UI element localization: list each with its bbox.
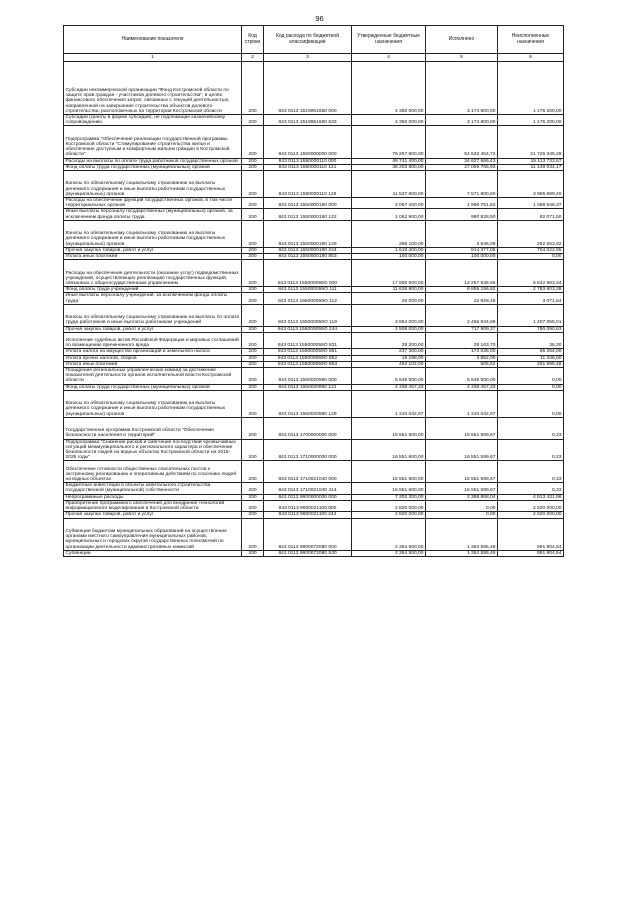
unexecuted-amount-cell: 0,00 [498, 254, 564, 260]
row-code-cell: 200 [242, 220, 264, 247]
row-code-cell: 200 [242, 368, 264, 385]
table-row [64, 171, 564, 198]
classification-code-cell: 843 0113 155000059О 851 [264, 349, 352, 355]
table-row [64, 512, 564, 518]
unexecuted-amount-cell: 11 148 034,17 [498, 164, 564, 170]
row-code-cell: 200 [242, 254, 264, 260]
approved-amount-cell: 3 067 400,00 [352, 198, 426, 209]
classification-code-cell: 843 0113 9900072080 000 [264, 518, 352, 550]
approved-amount-cell: 49 741 400,00 [352, 158, 426, 164]
unexecuted-amount-cell: 0,00 [498, 390, 564, 417]
unexecuted-amount-cell: 0,33 [498, 417, 564, 439]
unexecuted-amount-cell: 2 820 000,00 [498, 512, 564, 518]
classification-code-cell: 843 0113 155000059О 112 [264, 293, 352, 304]
classification-code-cell: 843 0113 155000059О 111 [264, 287, 352, 293]
executed-amount-cell: 12 257 536,66 [426, 260, 498, 287]
indicator-name-cell: Фонд оплаты труда государственных (муниципальных) органов [64, 384, 242, 390]
header-indicator-name: Наименование показателя [64, 26, 242, 54]
approved-amount-cell: 4 350 000,00 [352, 62, 426, 115]
table-row [64, 220, 564, 247]
executed-amount-cell: 3 852,00 [426, 355, 498, 361]
classification-code-cell: 843 0113 155000059О 853 [264, 361, 352, 367]
indicator-name-cell: Поощрение региональных управленческих команд за достижение показателей деятельности органов исполнительной власти Костромской области [64, 368, 242, 385]
column-number: 6 [498, 54, 564, 62]
row-code-cell: 200 [242, 126, 264, 158]
indicator-name-cell: Взносы по обязательному социальному страхованию на выплаты денежного содержания и иные выплаты работникам государственных (муниципальных) органов [64, 390, 242, 417]
table-row [64, 209, 564, 220]
classification-code-cell: 843 0113 1550000110 129 [264, 171, 352, 198]
row-code-cell: 200 [242, 550, 264, 556]
executed-amount-cell: 1 310 042,67 [426, 390, 498, 417]
table-row [64, 384, 564, 390]
executed-amount-cell: 27 055 765,93 [426, 164, 498, 170]
unexecuted-amount-cell: 1 068 648,37 [498, 198, 564, 209]
approved-amount-cell: 7 302 300,00 [352, 494, 426, 500]
approved-amount-cell: 15 198,00 [352, 355, 426, 361]
classification-code-cell: 843 0113 1550020960 000 [264, 368, 352, 385]
classification-code-cell: 843 0113 1550000190 000 [264, 198, 352, 209]
classification-code-cell: 843 0113 9900021100 244 [264, 512, 352, 518]
executed-amount-cell: 2 456 944,99 [426, 304, 498, 326]
approved-amount-cell: 16 551 600,00 [352, 417, 426, 439]
column-number: 3 [264, 54, 352, 62]
unexecuted-amount-cell: 82 071,50 [498, 209, 564, 220]
executed-amount-cell: 3 546,08 [426, 220, 498, 247]
unexecuted-amount-cell: 5 542 963,34 [498, 260, 564, 287]
row-code-cell: 200 [242, 483, 264, 494]
executed-amount-cell: 7 571 900,60 [426, 171, 498, 198]
indicator-name-cell: Взносы по обязательному социальному страхованию на выплаты денежного содержания и иные выплаты работникам государственных (муниципальных) органов [64, 171, 242, 198]
approved-amount-cell: 2 354 500,00 [352, 518, 426, 550]
header-approved: Утвержденные бюджетные назначения [352, 26, 426, 54]
approved-amount-cell: 2 354 500,00 [352, 550, 426, 556]
indicator-name-cell: Субвенции бюджетам муниципальных образований на осуществление органами местного самоуправления муниципальных районов, муниципальных и городских округов государственных полномочий по организации деятельности административных комиссий [64, 518, 242, 550]
header-unexecuted: Неисполненные назначения [498, 26, 564, 54]
indicator-name-cell: Иные выплаты персоналу государственных (муниципальных) органов, за исключением фонда оплаты труда [64, 209, 242, 220]
indicator-name-cell: Подпрограмма "Снижение рисков и смягчение последствий чрезвычайных ситуаций межмуниципального и регионального характера и обеспечение безопасности людей на водных объектах Костромской области на 2015-2025 годы" [64, 439, 242, 461]
budget-execution-table [63, 25, 564, 557]
table-row [64, 126, 564, 158]
unexecuted-amount-cell: 2 820 000,00 [498, 500, 564, 511]
table-row [64, 164, 564, 170]
table-row [64, 349, 564, 355]
executed-amount-cell: 0,00 [426, 500, 498, 511]
unexecuted-amount-cell: 15 113 733,57 [498, 158, 564, 164]
executed-amount-cell: 28 163,70 [426, 332, 498, 349]
approved-amount-cell: 28 200,00 [352, 332, 426, 349]
executed-amount-cell: 22 928,46 [426, 293, 498, 304]
classification-code-cell: 843 0113 155000059О 119 [264, 304, 352, 326]
unexecuted-amount-cell: 4 913 431,96 [498, 494, 564, 500]
row-code-cell: 200 [242, 198, 264, 209]
column-numbers-row [64, 54, 564, 62]
approved-amount-cell: 11 638 800,00 [352, 287, 426, 293]
row-code-cell: 200 [242, 332, 264, 349]
executed-amount-cell: 8 855 196,62 [426, 287, 498, 293]
approved-amount-cell: 2 820 000,00 [352, 500, 426, 511]
indicator-name-cell: Прочая закупка товаров, работ и услуг [64, 326, 242, 332]
table-row [64, 326, 564, 332]
table-row [64, 439, 564, 461]
indicator-name-cell: Расходы на обеспечение деятельности (оказание услуг) подведомственных учреждений, осуществляющих реализацию государственных функций, связанных с общегосударственным управлением [64, 260, 242, 287]
classification-code-cell: 843 0113 1550000190 244 [264, 247, 352, 253]
unexecuted-amount-cell: 704 022,95 [498, 247, 564, 253]
executed-amount-cell: 3 174 800,00 [426, 62, 498, 115]
classification-code-cell: 843 0113 1550000110 121 [264, 164, 352, 170]
classification-code-cell: 843 0113 1710000000 000 [264, 439, 352, 461]
approved-amount-cell: 4 338 457,33 [352, 384, 426, 390]
approved-amount-cell: 1 062 900,00 [352, 209, 426, 220]
classification-code-cell: 843 0113 1710021040 414 [264, 483, 352, 494]
row-code-cell: 200 [242, 349, 264, 355]
executed-amount-cell: 914 377,05 [426, 247, 498, 253]
table-row [64, 500, 564, 511]
row-code-cell: 200 [242, 494, 264, 500]
unexecuted-amount-cell: 11 346,00 [498, 355, 564, 361]
executed-amount-cell: 1 362 595,46 [426, 550, 498, 556]
row-code-cell: 200 [242, 115, 264, 126]
approved-amount-cell: 2 820 000,00 [352, 512, 426, 518]
table-row [64, 417, 564, 439]
executed-amount-cell: 3 174 800,00 [426, 115, 498, 126]
indicator-name-cell: Уплата иных платежей [64, 361, 242, 367]
table-row [64, 368, 564, 385]
unexecuted-amount-cell: 1 175 200,00 [498, 62, 564, 115]
indicator-name-cell: Государственная программа Костромской области "Обеспечение безопасности населения и территорий" [64, 417, 242, 439]
row-code-cell: 200 [242, 518, 264, 550]
unexecuted-amount-cell: 21 725 345,28 [498, 126, 564, 158]
row-code-cell: 200 [242, 326, 264, 332]
classification-code-cell: 843 0113 1550020960 121 [264, 384, 352, 390]
row-code-cell: 200 [242, 439, 264, 461]
row-code-cell: 200 [242, 62, 264, 115]
row-code-cell: 200 [242, 209, 264, 220]
approved-amount-cell: 1 508 000,00 [352, 326, 426, 332]
table-row [64, 390, 564, 417]
table-row [64, 461, 564, 483]
executed-amount-cell: 34 627 666,43 [426, 158, 498, 164]
classification-code-cell: 843 0113 155000059О 244 [264, 326, 352, 332]
unexecuted-amount-cell: 3 965 699,40 [498, 171, 564, 198]
row-code-cell: 200 [242, 461, 264, 483]
executed-amount-cell: 16 551 599,67 [426, 483, 498, 494]
executed-amount-cell: 980 828,50 [426, 209, 498, 220]
executed-amount-cell: 717 909,37 [426, 326, 498, 332]
classification-code-cell: 843 0113 9900000000 000 [264, 494, 352, 500]
header-executed: Исполнено [426, 26, 498, 54]
classification-code-cell: 843 0113 1550000190 853 [264, 254, 352, 260]
table-row [64, 158, 564, 164]
table-row [64, 293, 564, 304]
indicator-name-cell: Бюджетные инвестиции в объекты капитального строительства государственной (муниципальной) собственности [64, 483, 242, 494]
executed-amount-cell: 16 551 599,67 [426, 417, 498, 439]
approved-amount-cell: 16 551 600,00 [352, 439, 426, 461]
table-row [64, 483, 564, 494]
row-code-cell: 200 [242, 384, 264, 390]
column-number: 2 [242, 54, 264, 62]
classification-code-cell: 843 0113 155000059О 000 [264, 260, 352, 287]
approved-amount-cell: 4 350 000,00 [352, 115, 426, 126]
row-code-cell: 200 [242, 164, 264, 170]
table-row [64, 550, 564, 556]
table-row [64, 198, 564, 209]
unexecuted-amount-cell: 0,33 [498, 439, 564, 461]
classification-code-cell: 843 0113 155000059О 831 [264, 332, 352, 349]
indicator-name-cell: Исполнение судебных актов Российской Федерации и мировых соглашений по возмещению причиненного вреда [64, 332, 242, 349]
classification-code-cell: 843 0113 1550000190 129 [264, 220, 352, 247]
approved-amount-cell: 482 102,00 [352, 361, 426, 367]
row-code-cell: 200 [242, 304, 264, 326]
indicator-name-cell: Уплата прочих налогов, сборов [64, 355, 242, 361]
indicator-name-cell: Приобретение программного обеспечения для внедрения технологий информационного моделирования в Костромской области [64, 500, 242, 511]
unexecuted-amount-cell: 36,30 [498, 332, 564, 349]
indicator-name-cell: Субсидии (гранты в форме субсидий), не подлежащие казначейскому сопровождению [64, 115, 242, 126]
table-body [64, 62, 564, 557]
column-number: 1 [64, 54, 242, 62]
approved-amount-cell: 11 537 600,00 [352, 171, 426, 198]
unexecuted-amount-cell: 282 553,92 [498, 220, 564, 247]
row-code-cell: 200 [242, 500, 264, 511]
row-code-cell: 200 [242, 260, 264, 287]
approved-amount-cell: 76 257 800,00 [352, 126, 426, 158]
indicator-name-cell: Взносы по обязательному социальному страхованию на выплаты по оплате труда работников и иные выплаты работникам учреждений [64, 304, 242, 326]
indicator-name-cell: Субвенции [64, 550, 242, 556]
approved-amount-cell: 100 000,00 [352, 254, 426, 260]
approved-amount-cell: 16 551 600,00 [352, 483, 426, 494]
approved-amount-cell: 1 310 042,67 [352, 390, 426, 417]
page-number: 96 [315, 14, 324, 23]
executed-amount-cell: 1 998 751,63 [426, 198, 498, 209]
classification-code-cell: 843 0113 9900021100 000 [264, 500, 352, 511]
column-number: 4 [352, 54, 426, 62]
executed-amount-cell: 4 338 457,33 [426, 384, 498, 390]
indicator-name-cell: Непрограммные расходы [64, 494, 242, 500]
classification-code-cell: 843 0113 1550000000 000 [264, 126, 352, 158]
table-row [64, 304, 564, 326]
indicator-name-cell: Взносы по обязательному социальному страхованию на выплаты денежного содержания и иные выплаты работникам государственных (муниципальных) органов [64, 220, 242, 247]
executed-amount-cell: 54 532 454,72 [426, 126, 498, 158]
approved-amount-cell: 3 864 000,00 [352, 304, 426, 326]
unexecuted-amount-cell: 0,00 [498, 368, 564, 385]
row-code-cell: 200 [242, 247, 264, 253]
indicator-name-cell: Фонд оплаты труда государственных (муниципальных) органов [64, 164, 242, 170]
header-row [64, 26, 564, 54]
unexecuted-amount-cell: 0,33 [498, 483, 564, 494]
table-row [64, 332, 564, 349]
indicator-name-cell: Уплата налога на имущество организаций и земельного налога [64, 349, 242, 355]
row-code-cell: 200 [242, 417, 264, 439]
approved-amount-cell: 286 100,00 [352, 220, 426, 247]
approved-amount-cell: 5 648 500,00 [352, 368, 426, 385]
executed-amount-cell: 505,52 [426, 361, 498, 367]
executed-amount-cell: 100 000,00 [426, 254, 498, 260]
unexecuted-amount-cell: 2 783 603,38 [498, 287, 564, 293]
indicator-name-cell: Субсидии некоммерческой организации "Фонд Костромской области по защите прав граждан - участников долевого строительства", в целях финансового обеспечения затрат, связанных с текущей деятельностью, направленной на завершение строительства объектов долевого строительства, расположенных на территории Костромской области [64, 62, 242, 115]
executed-amount-cell: 2 388 868,04 [426, 494, 498, 500]
unexecuted-amount-cell: 1 175 200,00 [498, 115, 564, 126]
indicator-name-cell: Фонд оплаты труда учреждений [64, 287, 242, 293]
table-row [64, 247, 564, 253]
executed-amount-cell: 0,00 [426, 512, 498, 518]
unexecuted-amount-cell: 991 904,54 [498, 518, 564, 550]
unexecuted-amount-cell: 481 596,48 [498, 361, 564, 367]
approved-amount-cell: 26 000,00 [352, 293, 426, 304]
table-row [64, 260, 564, 287]
classification-code-cell: 843 0113 1550020960 129 [264, 390, 352, 417]
classification-code-cell: 843 0113 1550000110 000 [264, 158, 352, 164]
executed-amount-cell: 16 551 599,67 [426, 439, 498, 461]
executed-amount-cell: 5 648 500,00 [426, 368, 498, 385]
header-row-code: Код строки [242, 26, 264, 54]
indicator-name-cell: Уплата иных платежей [64, 254, 242, 260]
table-row [64, 115, 564, 126]
indicator-name-cell: Прочая закупка товаров, работ и услуг [64, 512, 242, 518]
table-row [64, 518, 564, 550]
classification-code-cell: 843 0113 1550000190 122 [264, 209, 352, 220]
approved-amount-cell: 1 618 400,00 [352, 247, 426, 253]
indicator-name-cell: Иные выплаты персоналу учреждений, за исключением фонда оплаты труда [64, 293, 242, 304]
indicator-name-cell: Расходы на обеспечение функций государственных органов, в том числе территориальных органов [64, 198, 242, 209]
unexecuted-amount-cell: 3 071,54 [498, 293, 564, 304]
row-code-cell: 200 [242, 361, 264, 367]
indicator-name-cell: Прочая закупка товаров, работ и услуг [64, 247, 242, 253]
row-code-cell: 200 [242, 293, 264, 304]
unexecuted-amount-cell: 1 407 055,01 [498, 304, 564, 326]
executed-amount-cell: 172 036,00 [426, 349, 498, 355]
unexecuted-amount-cell: 65 264,00 [498, 349, 564, 355]
approved-amount-cell: 17 800 500,00 [352, 260, 426, 287]
unexecuted-amount-cell: 0,33 [498, 461, 564, 483]
classification-code-cell: 843 0113 155000059О 852 [264, 355, 352, 361]
row-code-cell: 200 [242, 355, 264, 361]
classification-code-cell: 843 0113 9900072080 530 [264, 550, 352, 556]
header-classification-code: Код расхода по бюджетной классификации [264, 26, 352, 54]
approved-amount-cell: 38 203 800,00 [352, 164, 426, 170]
row-code-cell: 200 [242, 287, 264, 293]
executed-amount-cell: 16 551 599,67 [426, 461, 498, 483]
approved-amount-cell: 16 551 600,00 [352, 461, 426, 483]
column-number: 5 [426, 54, 498, 62]
unexecuted-amount-cell: 991 904,54 [498, 550, 564, 556]
classification-code-cell: 843 0113 1710021040 000 [264, 461, 352, 483]
table-row [64, 62, 564, 115]
unexecuted-amount-cell: 0,00 [498, 384, 564, 390]
executed-amount-cell: 1 362 595,46 [426, 518, 498, 550]
indicator-name-cell: Расходы на выплаты по оплате труда работников государственных органов [64, 158, 242, 164]
unexecuted-amount-cell: 790 090,63 [498, 326, 564, 332]
indicator-name-cell: Обеспечение готовности общественных спасательных постов к экстренному реагированию и оперативным действиям по спасению людей на водных объектах [64, 461, 242, 483]
row-code-cell: 200 [242, 171, 264, 198]
classification-code-cell: 843 0113 1519961650 000 [264, 62, 352, 115]
row-code-cell: 200 [242, 512, 264, 518]
classification-code-cell: 843 0113 1700000000 000 [264, 417, 352, 439]
classification-code-cell: 843 0113 1519961650 633 [264, 115, 352, 126]
row-code-cell: 200 [242, 390, 264, 417]
approved-amount-cell: 237 300,00 [352, 349, 426, 355]
indicator-name-cell: Подпрограмма "Обеспечение реализации государственной программы Костромской области "Стимулирование строительства жилья и обеспечение доступным и комфортным жильем граждан в Костромской области" [64, 126, 242, 158]
row-code-cell: 200 [242, 158, 264, 164]
